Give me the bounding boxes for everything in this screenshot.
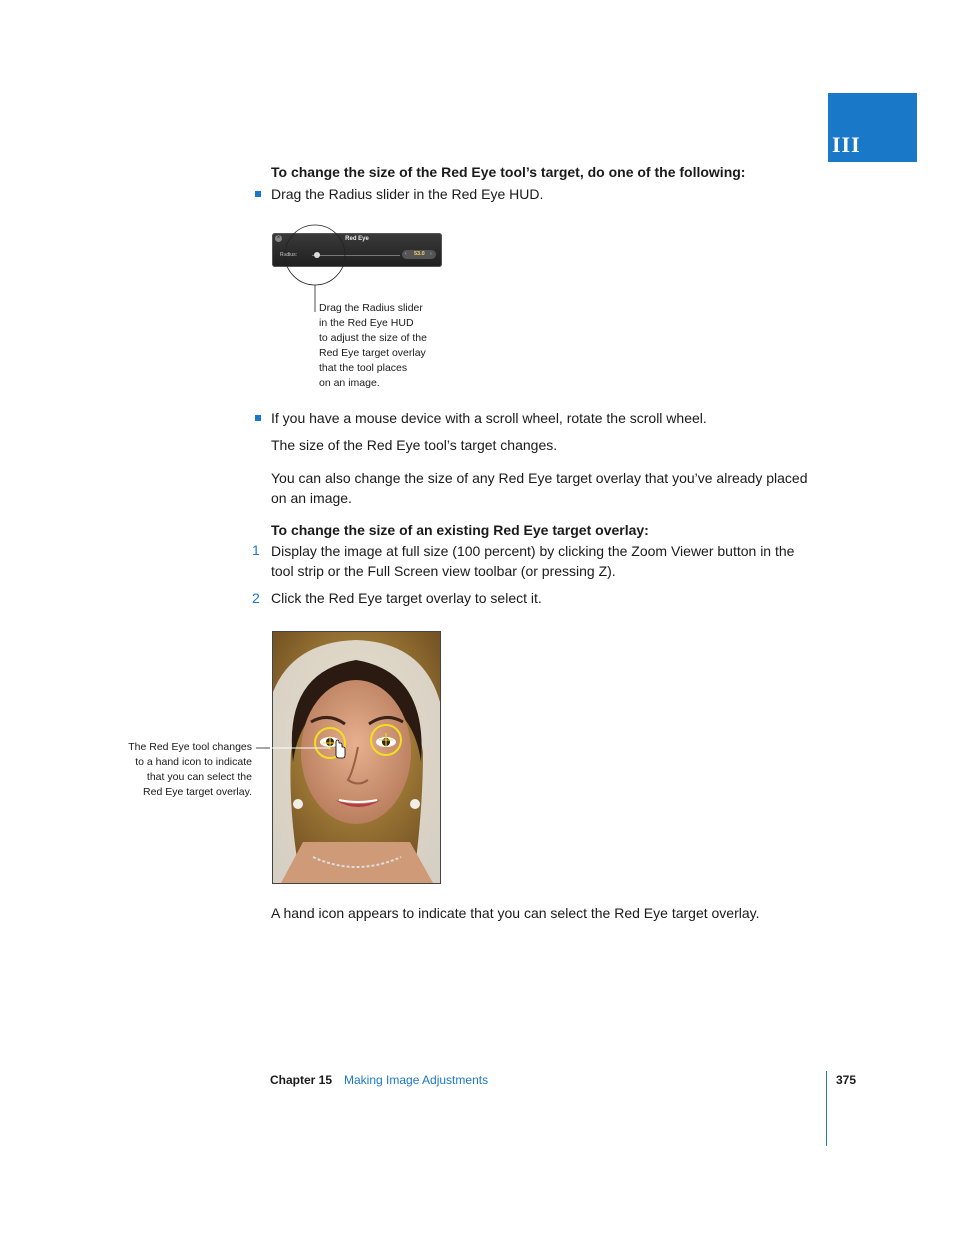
callout-line: that you can select the (146, 771, 252, 783)
callout-line: Drag the Radius slider (319, 302, 423, 314)
callout-line: to adjust the size of the (319, 332, 427, 344)
bullet-text: Drag the Radius slider in the Red Eye HUD. (271, 186, 544, 202)
step-text: Click the Red Eye target overlay to select it. (271, 590, 542, 606)
paragraph-line: on an image. (271, 490, 352, 506)
step-line: tool strip or the Full Screen view toolbar (or pressing Z). (271, 563, 616, 579)
page-number: 375 (836, 1073, 857, 1087)
callout-line: in the Red Eye HUD (319, 317, 414, 329)
chevron-right-icon: › (430, 251, 432, 257)
paragraph-line: You can also change the size of any Red Eye target overlay that you’ve already placed (271, 470, 808, 486)
paragraph: The size of the Red Eye tool’s target changes. (271, 437, 558, 453)
paragraph (271, 468, 808, 508)
footer-chapter-title: Making Image Adjustments (344, 1073, 489, 1087)
radius-value: 53.0 (414, 251, 425, 257)
step-number: 2 (252, 590, 260, 606)
callout-line: Red Eye target overlay. (143, 786, 252, 798)
callout-circle (285, 225, 345, 285)
footer-chapter: Chapter 15 (270, 1073, 333, 1087)
callout-line: that the tool places (319, 362, 408, 374)
step-line: Display the image at full size (100 percent) by clicking the Zoom Viewer button in the (271, 543, 795, 559)
radius-label: Radius: (280, 252, 297, 258)
hud-title: Red Eye (345, 236, 369, 242)
callout-line: Red Eye target overlay (319, 347, 426, 359)
step-text (271, 541, 794, 581)
section-heading: To change the size of the Red Eye tool’s target, do one of the following: (271, 164, 746, 180)
callout-line: on an image. (319, 377, 380, 389)
callout-line: to a hand icon to indicate (135, 756, 252, 768)
bullet-text: If you have a mouse device with a scroll wheel, rotate the scroll wheel. (271, 410, 707, 426)
part-tab (828, 93, 917, 162)
part-tab-label: III (832, 132, 861, 157)
chevron-left-icon: ‹ (405, 251, 407, 257)
photo-callout-leader (254, 742, 334, 754)
bullet-marker (255, 191, 261, 197)
photo-callout (110, 740, 252, 800)
section-heading: To change the size of an existing Red Eye target overlay: (271, 522, 649, 538)
portrait-photo (272, 631, 441, 884)
paragraph: A hand icon appears to indicate that you can select the Red Eye target overlay. (271, 905, 760, 921)
callout-line: The Red Eye tool changes (128, 741, 252, 753)
bullet-marker (255, 415, 261, 421)
step-number: 1 (252, 542, 260, 558)
hud-callout (319, 301, 427, 391)
footer-rule (826, 1071, 827, 1146)
close-icon: × (276, 235, 281, 241)
